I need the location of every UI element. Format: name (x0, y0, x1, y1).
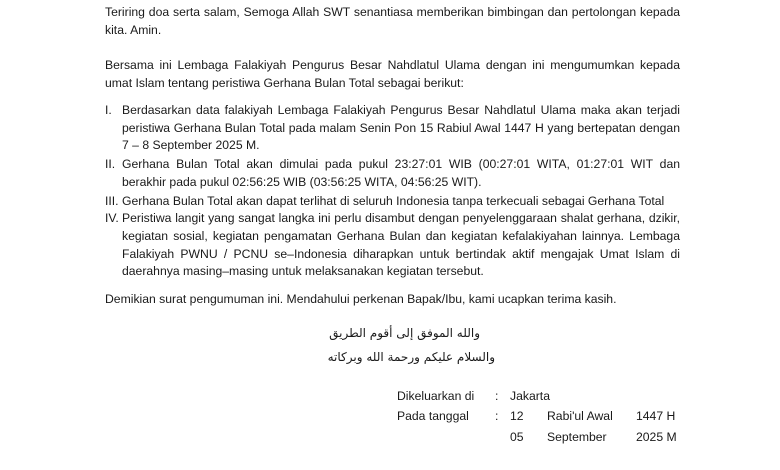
list-item-text: Gerhana Bulan Total akan dapat terlihat di seluruh Indonesia tanpa terkecuali sebagai Gerhana Total (122, 193, 665, 208)
list-item-text: Berdasarkan data falakiyah Lembaga Falakiyah Pengurus Besar Nahdlatul Ulama maka akan terjadi peristiwa Gerhana Bulan Total pada malam Senin Pon 15 Rabiul Awal 1447 H yang bertepatan dengan 7 – 8 September 2025 M. (122, 103, 680, 153)
list-item-number: IV. (105, 211, 119, 226)
issued-place-label: Dikeluarkan di (397, 389, 475, 403)
issued-date-label: Pada tanggal (397, 409, 469, 423)
closing-paragraph: Demikian surat pengumuman ini. Mendahului perkenan Bapak/Ibu, kami ucapkan terima kasih. (105, 292, 617, 306)
list-item-text: Peristiwa langit yang sangat langka ini perlu disambut dengan penyelenggaraan shalat gerhana, dzikir, kegiatan sosial, kegiatan pengamatan Gerhana Bulan dan kegiatan kefalakiyahan lainnya. Lembaga Falakiyah PWNU / PCNU se–Indonesia diharapkan untuk bertindak aktif mengajak Umat Islam di daerahnya masing–masing untuk melaksanakan kegiatan tersebut. (122, 211, 680, 279)
issued-place-colon: : (495, 389, 499, 403)
list-item-number: I. (105, 103, 112, 117)
announcement-paragraph: Bersama ini Lembaga Falakiyah Pengurus Besar Nahdlatul Ulama dengan ini mengumumkan kepada umat Islam tentang peristiwa Gerhana Bulan Total sebagai berikut: (105, 58, 680, 90)
gregorian-month: September (547, 430, 607, 444)
greeting-paragraph: Teriring doa serta salam, Semoga Allah SWT senantiasa memberikan bimbingan dan pertolongan kepada kita. Amin. (105, 5, 680, 37)
hijri-day: 12 (510, 409, 524, 423)
list-item-number: III. (105, 193, 119, 208)
list-item-number: II. (105, 157, 116, 172)
arabic-closing-line-2: والسلام عليكم ورحمة الله وبركاته (327, 350, 495, 364)
announcement-list (105, 102, 680, 281)
list-item (105, 193, 680, 211)
hijri-year: 1447 H (636, 409, 676, 423)
issued-place-value: Jakarta (510, 389, 550, 403)
list-item (105, 210, 680, 281)
gregorian-day: 05 (510, 430, 524, 444)
list-item-text: Gerhana Bulan Total akan dimulai pada pukul 23:27:01 WIB (00:27:01 WITA, 01:27:01 WIT dan berakhir pada pukul 02:56:25 WIB (03:56:25 WITA, 04:56:25 WIT). (122, 157, 680, 189)
gregorian-year: 2025 M (636, 430, 677, 444)
list-item (105, 156, 680, 191)
issued-date-colon: : (495, 409, 499, 423)
hijri-month: Rabi'ul Awal (547, 409, 613, 423)
list-item (105, 102, 680, 155)
arabic-closing-line-1: والله الموفق إلى أقوم الطريق (329, 326, 480, 340)
